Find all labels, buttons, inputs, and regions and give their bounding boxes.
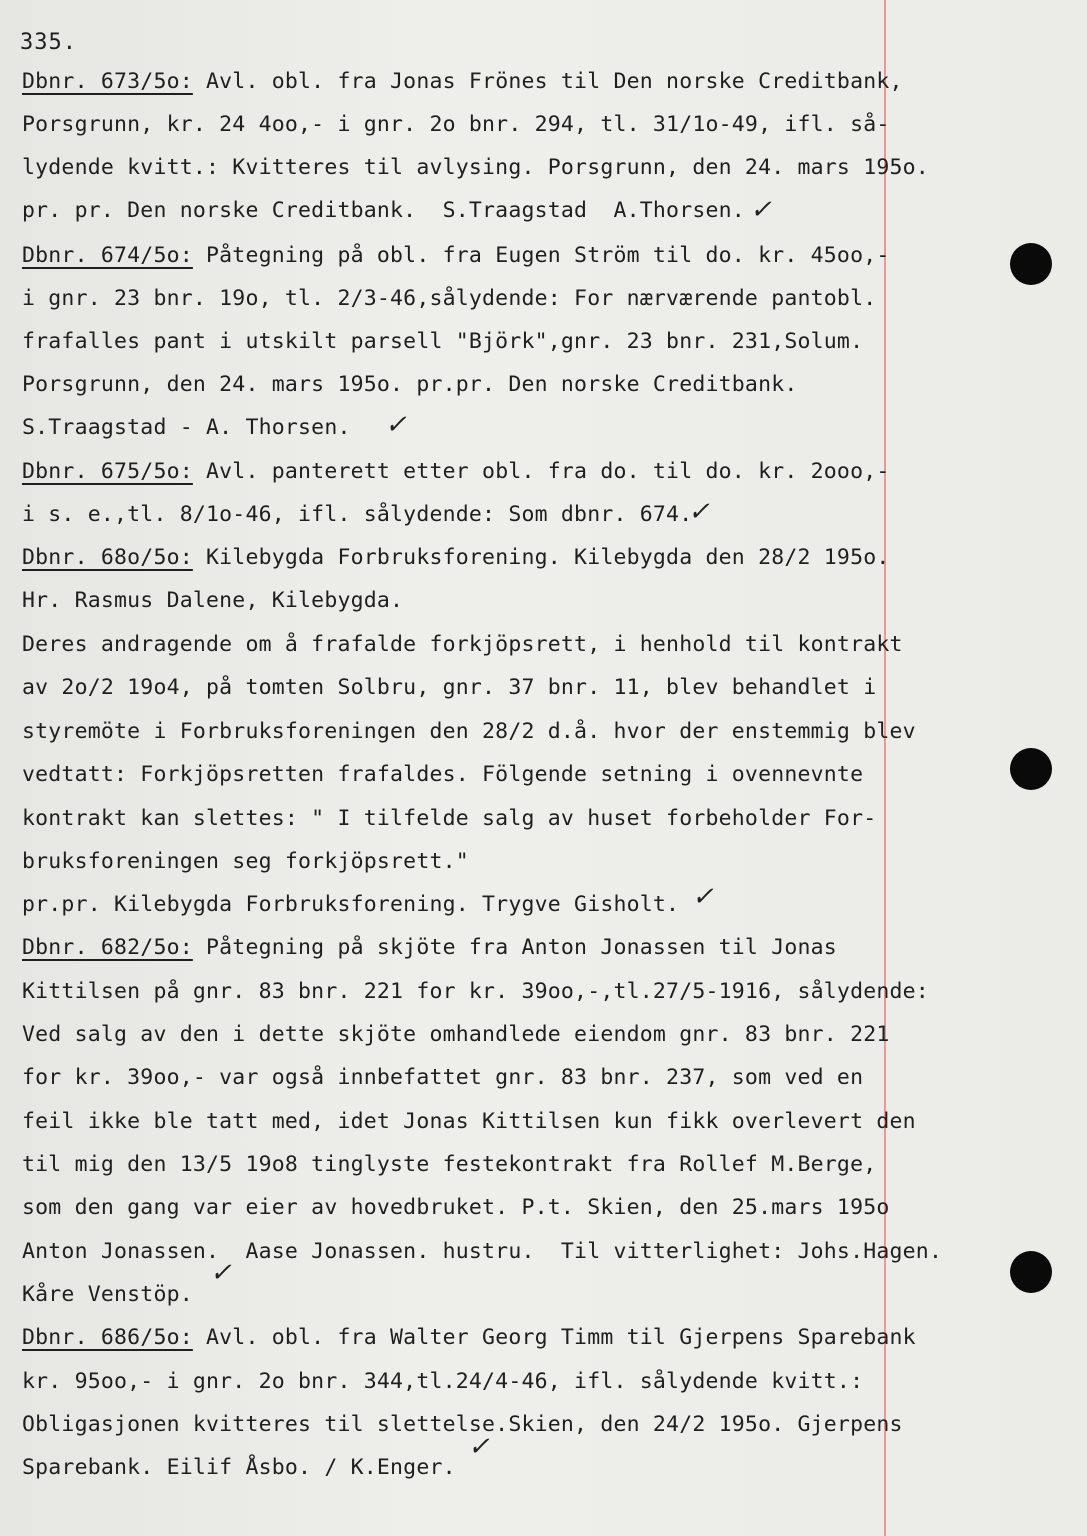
entry-reference: Dbnr. 675/5o: bbox=[22, 459, 193, 484]
text-line bbox=[22, 1056, 863, 1099]
text-line bbox=[22, 710, 916, 753]
line-text: for kr. 39oo,- var også innbefattet gnr. 83 bnr. 237, som ved en bbox=[22, 1065, 864, 1090]
line-text: vedtatt: Forkjöpsretten frafaldes. Fölgende setning i ovennevnte bbox=[22, 762, 864, 787]
handwritten-initials: ✓ bbox=[688, 497, 710, 527]
text-line bbox=[22, 623, 903, 666]
text-line bbox=[22, 363, 798, 406]
line-text: kr. 95oo,- i gnr. 2o bnr. 344,tl.24/4-46, ifl. sålydende kvitt.: bbox=[22, 1369, 864, 1394]
line-text: i gnr. 23 bnr. 19o, tl. 2/3-46,sålydende: For nærværende pantobl. bbox=[22, 286, 877, 311]
line-text: feil ikke ble tatt med, idet Jonas Kittilsen kun fikk overlevert den bbox=[22, 1109, 916, 1134]
text-line bbox=[22, 1230, 942, 1273]
line-text: som den gang var eier av hovedbruket. P.t. Skien, den 25.mars 195o bbox=[22, 1195, 890, 1220]
text-line bbox=[22, 579, 403, 622]
line-text: Obligasjonen kvitteres til slettelse.Skien, den 24/2 195o. Gjerpens bbox=[22, 1412, 903, 1437]
line-text: styremöte i Forbruksforeningen den 28/2 d.å. hvor der enstemmig blev bbox=[22, 719, 916, 744]
text-line bbox=[22, 189, 745, 232]
line-text: frafalles pant i utskilt parsell "Björk",gnr. 23 bnr. 231,Solum. bbox=[22, 329, 864, 354]
text-line bbox=[22, 926, 837, 969]
entry-reference: Dbnr. 686/5o: bbox=[22, 1325, 193, 1350]
text-line bbox=[22, 103, 890, 146]
text-line bbox=[22, 1013, 890, 1056]
entry-reference: Dbnr. 682/5o: bbox=[22, 935, 193, 960]
line-text: lydende kvitt.: Kvitteres til avlysing. Porsgrunn, den 24. mars 195o. bbox=[22, 155, 929, 180]
line-text: Kilebygda Forbruksforening. Kilebygda den 28/2 195o. bbox=[192, 545, 890, 570]
handwritten-initials: ✓ bbox=[385, 410, 407, 440]
line-text: kontrakt kan slettes: " I tilfelde salg av huset forbeholder For- bbox=[22, 806, 877, 831]
text-line bbox=[22, 1316, 916, 1359]
line-text: Ved salg av den i dette skjöte omhandlede eiendom gnr. 83 bnr. 221 bbox=[22, 1022, 890, 1047]
handwritten-initials: ✓ bbox=[692, 882, 714, 912]
line-text: Porsgrunn, kr. 24 4oo,- i gnr. 2o bnr. 294, tl. 31/1o-49, ifl. så- bbox=[22, 112, 890, 137]
text-line bbox=[22, 797, 876, 840]
text-line bbox=[22, 666, 876, 709]
text-line bbox=[22, 1186, 890, 1229]
handwritten-initials: ✓ bbox=[210, 1258, 232, 1288]
line-text: bruksforeningen seg forkjöpsrett." bbox=[22, 849, 469, 874]
entry-reference: Dbnr. 674/5o: bbox=[22, 243, 193, 268]
line-text: Avl. panterett etter obl. fra do. til do. kr. 2ooo,- bbox=[192, 459, 890, 484]
text-line bbox=[22, 1403, 903, 1446]
handwritten-initials: ✓ bbox=[750, 195, 772, 225]
text-line bbox=[22, 146, 929, 189]
text-line bbox=[22, 450, 890, 493]
text-line bbox=[22, 493, 692, 536]
text-line bbox=[22, 234, 890, 277]
line-text: til mig den 13/5 19o8 tinglyste festekontrakt fra Rollef M.Berge, bbox=[22, 1152, 877, 1177]
text-line bbox=[22, 1100, 916, 1143]
line-text: Sparebank. Eilif Åsbo. / K.Enger. bbox=[22, 1455, 456, 1480]
line-text: Anton Jonassen. Aase Jonassen. hustru. Til vitterlighet: Johs.Hagen. bbox=[22, 1239, 943, 1264]
text-line bbox=[22, 536, 890, 579]
text-line bbox=[22, 277, 876, 320]
punch-hole-top bbox=[1010, 243, 1052, 285]
line-text: S.Traagstad - A. Thorsen. bbox=[22, 415, 351, 440]
line-text: Kittilsen på gnr. 83 bnr. 221 for kr. 39oo,-,tl.27/5-1916, sålydende: bbox=[22, 979, 929, 1004]
entry-reference: Dbnr. 673/5o: bbox=[22, 69, 193, 94]
line-text: Avl. obl. fra Walter Georg Timm til Gjerpens Sparebank bbox=[192, 1325, 916, 1350]
line-text: pr.pr. Kilebygda Forbruksforening. Trygve Gisholt. bbox=[22, 892, 680, 917]
line-text: pr. pr. Den norske Creditbank. S.Traagstad A.Thorsen. bbox=[22, 198, 745, 223]
punch-hole-middle bbox=[1010, 748, 1052, 790]
punch-hole-bottom bbox=[1010, 1251, 1052, 1293]
text-line bbox=[22, 753, 863, 796]
page-number: 335. bbox=[20, 30, 77, 55]
line-text: Avl. obl. fra Jonas Frönes til Den norske Creditbank, bbox=[192, 69, 903, 94]
handwritten-initials: ✓ bbox=[468, 1432, 490, 1462]
text-line bbox=[22, 840, 469, 883]
line-text: Hr. Rasmus Dalene, Kilebygda. bbox=[22, 588, 404, 613]
line-text: Deres andragende om å frafalde forkjöpsrett, i henhold til kontrakt bbox=[22, 632, 903, 657]
text-line bbox=[22, 1360, 863, 1403]
margin-rule bbox=[884, 0, 886, 1536]
entry-reference: Dbnr. 68o/5o: bbox=[22, 545, 193, 570]
text-line bbox=[22, 320, 863, 363]
text-line bbox=[22, 1273, 193, 1316]
text-line bbox=[22, 970, 929, 1013]
line-text: Kåre Venstöp. bbox=[22, 1282, 193, 1307]
text-line bbox=[22, 60, 903, 103]
line-text: Påtegning på skjöte fra Anton Jonassen til Jonas bbox=[192, 935, 837, 960]
line-text: av 2o/2 19o4, på tomten Solbru, gnr. 37 bnr. 11, blev behandlet i bbox=[22, 675, 877, 700]
text-line bbox=[22, 1446, 456, 1489]
text-line bbox=[22, 406, 351, 449]
line-text: Porsgrunn, den 24. mars 195o. pr.pr. Den norske Creditbank. bbox=[22, 372, 798, 397]
text-line bbox=[22, 1143, 876, 1186]
text-line bbox=[22, 883, 679, 926]
line-text: Påtegning på obl. fra Eugen Ström til do. kr. 45oo,- bbox=[192, 243, 890, 268]
line-text: i s. e.,tl. 8/1o-46, ifl. sålydende: Som dbnr. 674. bbox=[22, 502, 693, 527]
